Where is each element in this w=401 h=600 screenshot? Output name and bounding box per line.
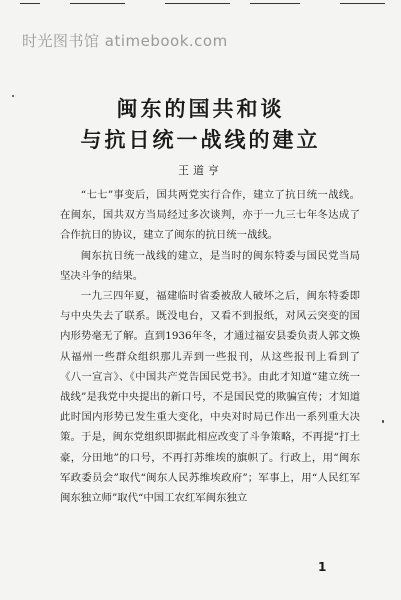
paragraph: 闽东抗日统一战线的建立，是当时的闽东特委与国民党当局坚决斗争的结果。 — [60, 249, 360, 282]
page-number: 1 — [318, 560, 327, 574]
watermark: 时光图书馆 atimebook.com — [22, 32, 228, 50]
title-line-2: 与抗日统一战线的建立 — [80, 127, 321, 152]
paragraph: 一九三四年夏，福建临时省委被敌人破坏之后，闽东特委即与中央失去了联系。既没电台，又看不到报纸，对风云突变的国内形势毫无了解。直到1936年冬，才通过福安县委负责人郭文焕从福州一些群众组织那儿弄到一些报刊，从这些报刊上看到了《八一宣言》、《中国共产党告国民党书》。由此才知道“建立统一战线”是我党中央提出的新口号，不是国民党的欺骗宣传；才知道此时国内形势已发生重大变化，中央对时局已作出一系列重大决策。于是，闽东党组织即据此相应改变了斗争策略，不再提“打土豪，分田地”的口号，不再打苏维埃的旗帜了。行政上，用“闽东军政委员会”取代“闽东人民苏维埃政府”；军事上，用“人民红军闽东独立师”取代“中国工农红军闽东独立 — [60, 290, 360, 505]
article-body — [60, 185, 360, 508]
top-rule — [0, 0, 401, 8]
author: 王道亨 — [178, 164, 223, 177]
title-line-1: 闽东的国共和谈 — [116, 96, 285, 121]
scan-speck — [12, 95, 14, 97]
scan-speck — [382, 420, 384, 423]
paragraph: “七七”事变后，国共两党实行合作，建立了抗日统一战线。在闽东，国共双方当局经过多次谈判，亦于一九三七年冬达成了合作抗日的协议，建立了闽东的抗日统一战线。 — [60, 189, 360, 242]
